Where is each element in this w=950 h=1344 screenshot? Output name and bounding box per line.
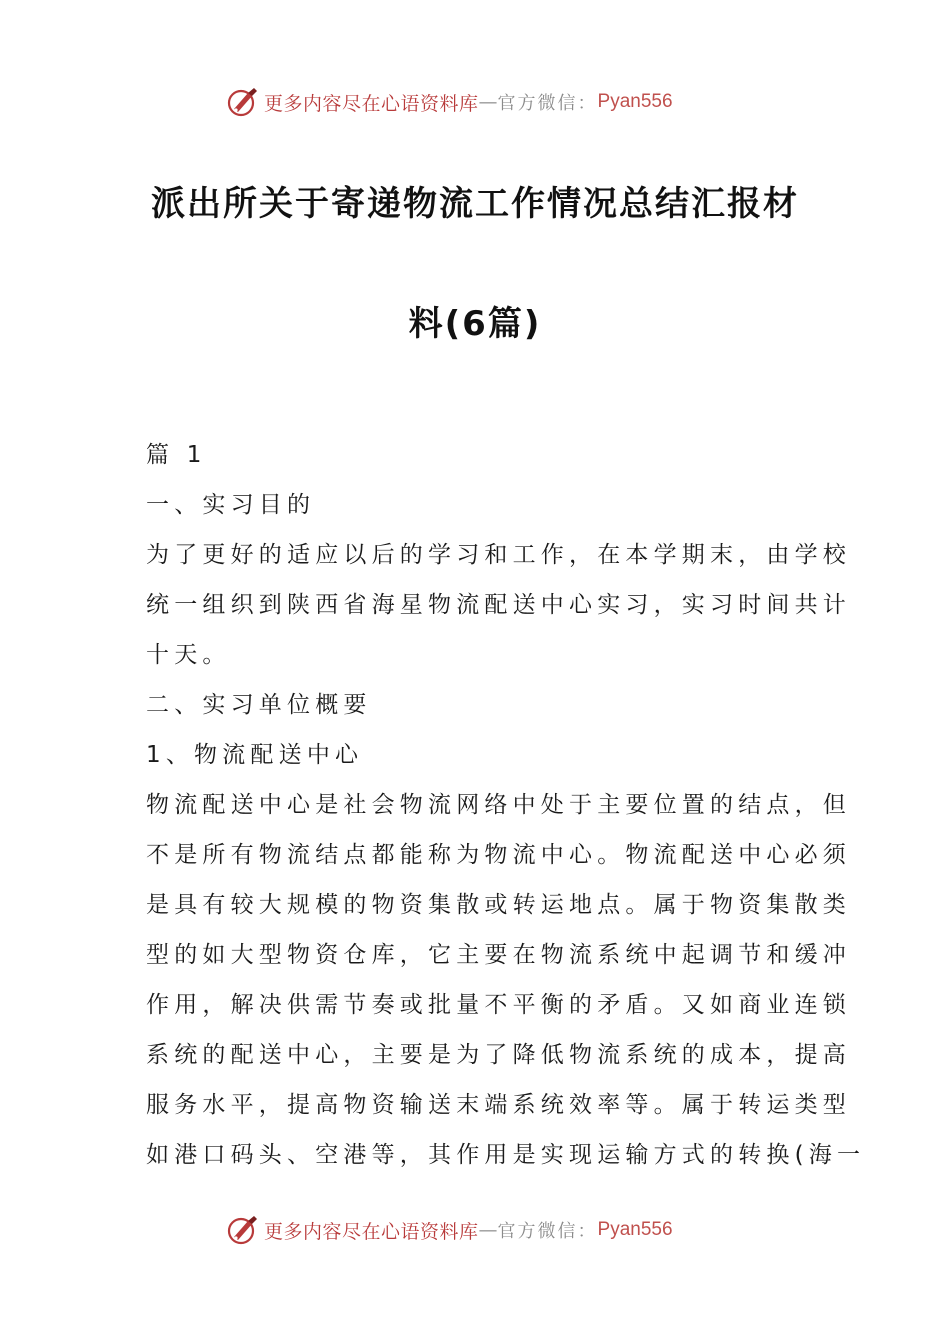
document-title-line-1: 派出所关于寄递物流工作情况总结汇报材 — [151, 184, 799, 224]
header-watermark — [226, 84, 673, 120]
body-line: 不是所有物流结点都能称为物流中心。物流配送中心必须 — [146, 842, 851, 868]
body-line: 是具有较大规模的物资集散或转运地点。属于物资集散类 — [146, 892, 851, 918]
document-body — [146, 430, 866, 1180]
body-line: 为了更好的适应以后的学习和工作，在本学期末，由学校 — [146, 542, 851, 568]
body-line: 服务水平，提高物资输送末端系统效率等。属于转运类型 — [146, 1092, 851, 1118]
document-title-line-2: 料(6篇) — [408, 304, 542, 344]
body-line: 系统的配送中心，主要是为了降低物流系统的成本，提高 — [146, 1042, 851, 1068]
body-line: 篇 1 — [146, 442, 207, 468]
body-line: 作用，解决供需节奏或批量不平衡的矛盾。又如商业连锁 — [146, 992, 851, 1018]
footer-watermark — [226, 1212, 673, 1248]
body-line: 统一组织到陕西省海星物流配送中心实习，实习时间共计 — [146, 592, 851, 618]
body-line: 物流配送中心是社会物流网络中处于主要位置的结点，但 — [146, 792, 851, 818]
body-line: 如港口码头、空港等，其作用是实现运输方式的转换(海一 — [146, 1142, 866, 1168]
pen-logo-icon — [226, 85, 260, 119]
watermark-wechat-id: Pyan556 — [597, 91, 673, 112]
body-line: 型的如大型物资仓库，它主要在物流系统中起调节和缓冲 — [146, 942, 851, 968]
watermark-main-text: 更多内容尽在心语资料库 — [264, 1220, 479, 1243]
body-line: 二、实习单位概要 — [146, 692, 372, 718]
watermark-dash: — — [478, 91, 498, 113]
watermark-label: 官方微信： — [497, 93, 598, 114]
watermark-dash: — — [478, 1219, 498, 1241]
body-line: 1、物流配送中心 — [146, 742, 364, 768]
watermark-wechat-id: Pyan556 — [597, 1219, 673, 1240]
body-line: 一、实习目的 — [146, 492, 316, 518]
watermark-main-text: 更多内容尽在心语资料库 — [264, 92, 479, 115]
pen-logo-icon — [226, 1213, 260, 1247]
watermark-label: 官方微信： — [497, 1221, 598, 1242]
body-line: 十天。 — [146, 642, 231, 668]
